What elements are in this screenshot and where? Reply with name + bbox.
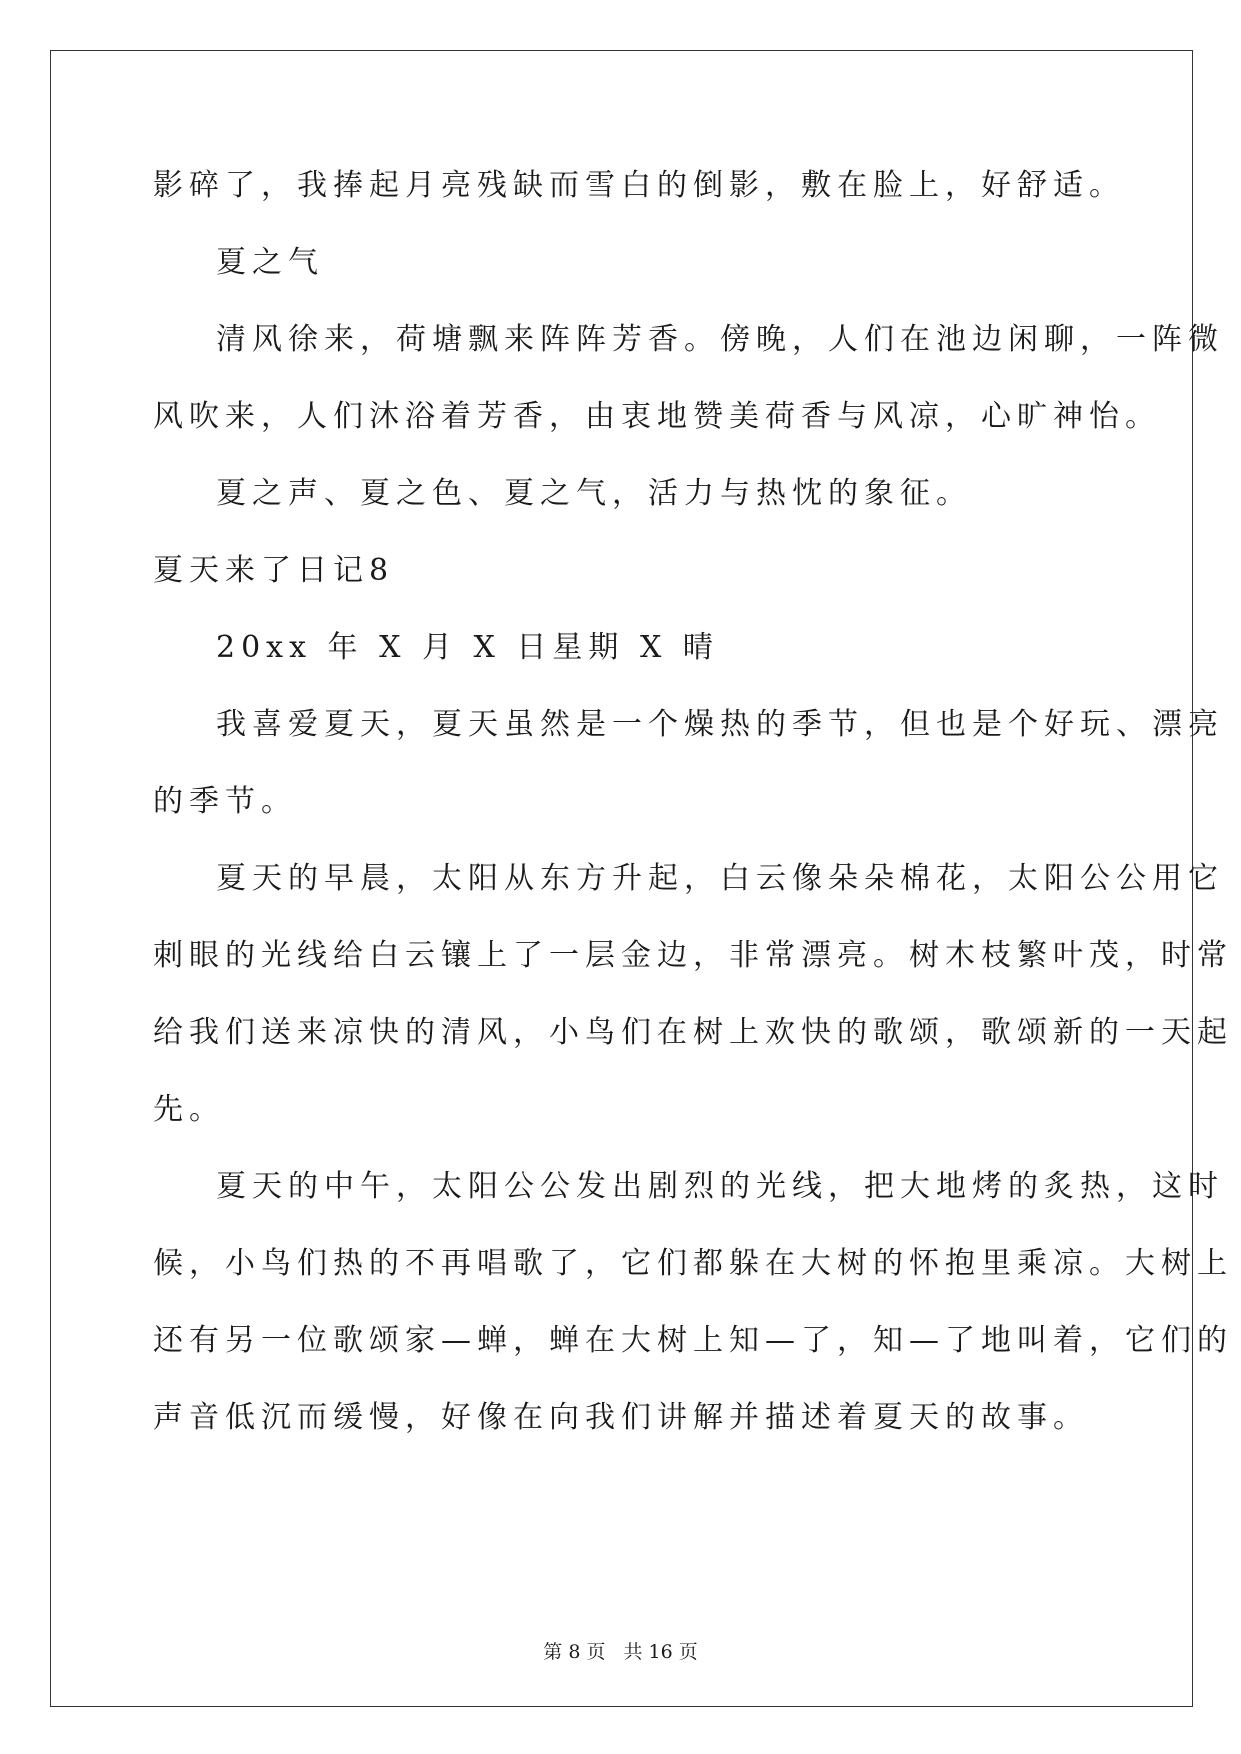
diary-title: 夏天来了日记8: [153, 553, 395, 588]
paragraph-line: 风吹来，人们沐浴着芳香，由衷地赞美荷香与风凉，心旷神怡。: [153, 399, 1161, 434]
section-heading: 夏之气: [216, 245, 324, 280]
paragraph-line: 夏天的早晨，太阳从东方升起，白云像朵朵棉花，太阳公公用它: [216, 861, 1224, 896]
paragraph-line: 的季节。: [153, 784, 297, 819]
paragraph-line: 先。: [153, 1092, 225, 1127]
paragraph-line: 候，小鸟们热的不再唱歌了，它们都躲在大树的怀抱里乘凉。大树上: [153, 1246, 1233, 1281]
paragraph-line: 我喜爱夏天，夏天虽然是一个燥热的季节，但也是个好玩、漂亮: [216, 707, 1224, 742]
paragraph-line: 夏之声、夏之色、夏之气，活力与热忱的象征。: [216, 476, 972, 511]
paragraph-line: 还有另一位歌颂家—蝉，蝉在大树上知—了，知—了地叫着，它们的: [153, 1323, 1233, 1358]
page-total: 共 16 页: [623, 1641, 698, 1663]
paragraph-line: 清风徐来，荷塘飘来阵阵芳香。傍晚，人们在池边闲聊，一阵微: [216, 322, 1224, 357]
paragraph-line: 影碎了，我捧起月亮残缺而雪白的倒影，敷在脸上，好舒适。: [153, 168, 1125, 203]
diary-date: 20xx 年 X 月 X 日星期 X 晴: [216, 630, 719, 665]
page-footer: [0, 1637, 1241, 1664]
page-number: 第 8 页: [543, 1641, 606, 1663]
paragraph-line: 刺眼的光线给白云镶上了一层金边，非常漂亮。树木枝繁叶茂，时常: [153, 938, 1233, 973]
paragraph-line: 给我们送来凉快的清风，小鸟们在树上欢快的歌颂，歌颂新的一天起: [153, 1015, 1233, 1050]
paragraph-line: 夏天的中午，太阳公公发出剧烈的光线，把大地烤的炙热，这时: [216, 1169, 1224, 1204]
paragraph-line: 声音低沉而缓慢，好像在向我们讲解并描述着夏天的故事。: [153, 1400, 1089, 1435]
